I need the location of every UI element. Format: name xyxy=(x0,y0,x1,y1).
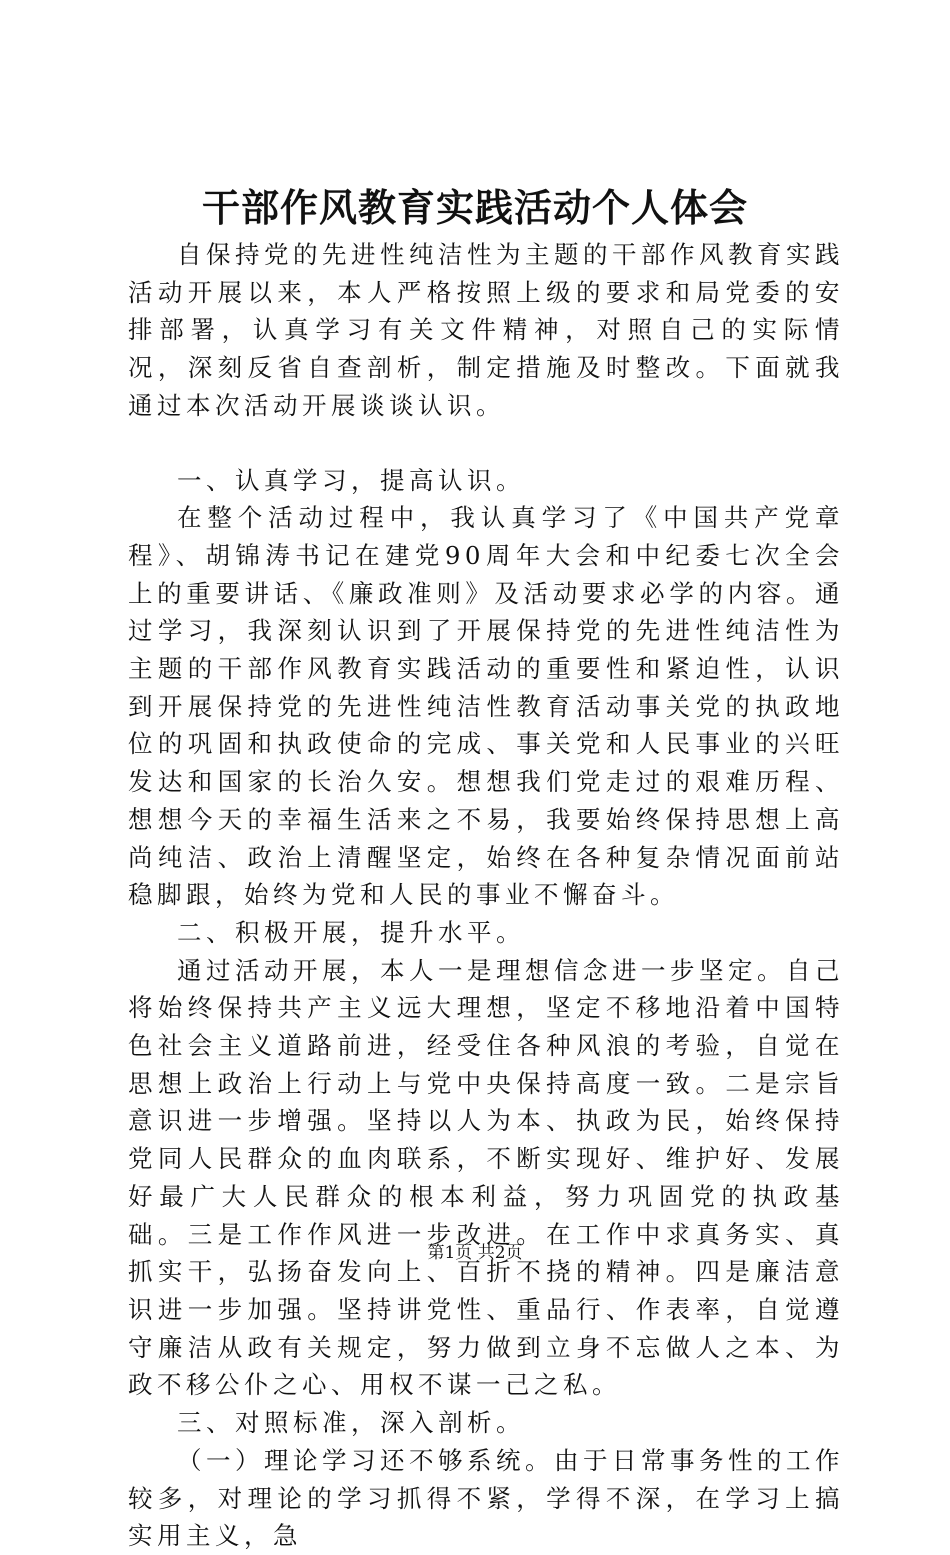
page-number-footer: 第1页 共2页 xyxy=(427,1243,523,1263)
section-heading-1: 一、认真学习，提高认识。 xyxy=(177,465,525,495)
document-title: 干部作风教育实践活动个人体会 xyxy=(201,185,748,230)
section-paragraph-1: 在整个活动过程中，我认真学习了《中国共产党章程》、胡锦涛书记在建党90周年大会和中纪委七次全会上的重要讲话、《廉政准则》及活动要求必学的内容。通过学习，我深刻认识到了开展保持党的先进性纯洁性为主题的干部作风教育实践活动的重要性和紧迫性，认识到开展保持党的先进性纯洁性教育活动事关党的执政地位的巩固和执政使命的完成、事关党和人民事业的兴旺发达和国家的长治久安。想想我们党走过的艰难历程、想想今天的幸福生活来之不易，我要始终保持思想上高尚纯洁、政治上清醒坚定，始终在各种复杂情况面前站稳脚跟，始终为党和人民的事业不懈奋斗。 xyxy=(128,503,844,910)
intro-paragraph: 自保持党的先进性纯洁性为主题的干部作风教育实践活动开展以来，本人严格按照上级的要求和局党委的安排部署，认真学习有关文件精神，对照自己的实际情况，深刻反省自查剖析，制定措施及时整改。下面就我通过本次活动开展谈谈认识。 xyxy=(128,240,844,420)
section-heading-3: 三、对照标准，深入剖析。 xyxy=(177,1408,525,1438)
section-paragraph-2: 通过活动开展，本人一是理想信念进一步坚定。自己将始终保持共产主义远大理想，坚定不移地沿着中国特色社会主义道路前进，经受住各种风浪的考验，自觉在思想上政治上行动上与党中央保持高度一致。二是宗旨意识进一步增强。坚持以人为本、执政为民，始终保持党同人民群众的血肉联系，不断实现好、维护好、发展好最广大人民群众的根本利益，努力巩固党的执政基础。三是工作作风进一步改进。在工作中求真务实、真抓实干，弘扬奋发向上、百折不挠的精神。四是廉洁意识进一步加强。坚持讲党性、重品行、作表率，自觉遵守廉洁从政有关规定，努力做到立身不忘做人之本、为政不移公仆之心、用权不谋一己之私。 xyxy=(128,955,844,1400)
section-paragraph-3: （一）理论学习还不够系统。由于日常事务性的工作较多，对理论的学习抓得不紧，学得不深，在学习上搞实用主义，急 xyxy=(128,1445,844,1551)
document-body xyxy=(128,236,844,1555)
section-heading-2: 二、积极开展，提升水平。 xyxy=(177,917,525,947)
